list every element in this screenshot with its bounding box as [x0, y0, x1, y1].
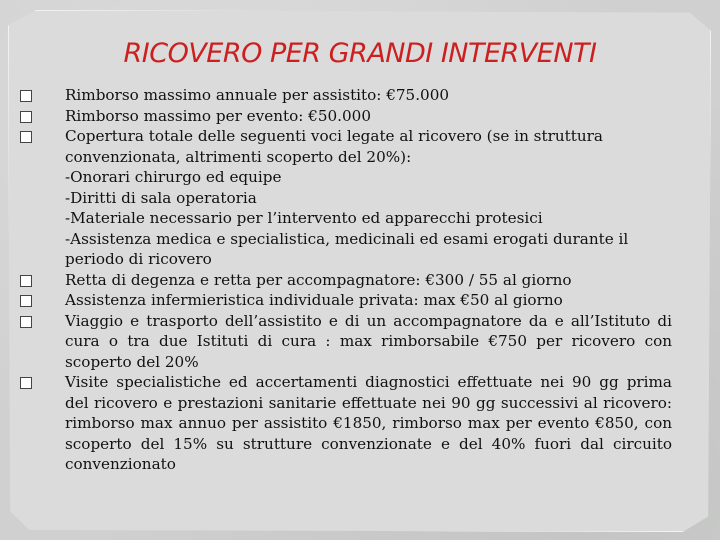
list-item-text: Assistenza infermieristica individuale privata: max €50 al giorno [65, 291, 563, 309]
checkbox-bullet-icon [20, 131, 32, 143]
sub-item: -Assistenza medica e specialistica, medicinali ed esami erogati durante il periodo di ricovero [65, 229, 629, 268]
sub-item: -Onorari chirurgo ed equipe [65, 168, 282, 186]
sub-item: -Materiale necessario per l’intervento ed apparecchi protesici [65, 209, 543, 227]
checkbox-bullet-icon [20, 295, 32, 307]
sub-item: -Diritti di sala operatoria [65, 188, 257, 207]
checkbox-bullet-icon [20, 90, 32, 102]
slide-title: RICOVERO PER GRANDI INTERVENTI [123, 38, 597, 69]
list-item [20, 106, 672, 127]
checkbox-bullet-icon [20, 111, 32, 123]
list-item-text: Copertura totale delle seguenti voci legate al ricovero (se in struttura convenzionata, altrimenti scoperto del 20%): [65, 127, 603, 166]
checkbox-bullet-icon [20, 377, 32, 389]
list-item [20, 270, 672, 291]
checkbox-bullet-icon [20, 316, 32, 328]
list-item [20, 311, 672, 373]
checkbox-bullet-icon [20, 275, 32, 287]
list-item [20, 290, 672, 311]
list-item [20, 126, 672, 167]
list-item-text: Rimborso massimo per evento: €50.000 [65, 106, 371, 125]
list-item-text: Retta di degenza e retta per accompagnatore: €300 / 55 al giorno [65, 270, 572, 289]
list-item [20, 372, 672, 475]
bullet-list [20, 85, 672, 475]
list-item-text: Viaggio e trasporto dell’assistito e di un accompagnatore da e all’Istituto di cura o tra due Istituti di cura : max rimborsabile €750 per ricovero con scoperto del 20% [65, 311, 672, 371]
list-item-text: Visite specialistiche ed accertamenti diagnostici effettuate nei 90 gg prima del ricovero e prestazioni sanitarie effettuate nei 90 gg successivi al ricovero: rimborso max annuo per assistito €1850, rimborso max per evento €850, con scoperto del 15% su strutture convenzionate e del 40% fuori dal circuito convenzionato [65, 373, 672, 473]
list-item [20, 85, 672, 106]
list-item-text: Rimborso massimo annuale per assistito: €75.000 [65, 86, 450, 104]
